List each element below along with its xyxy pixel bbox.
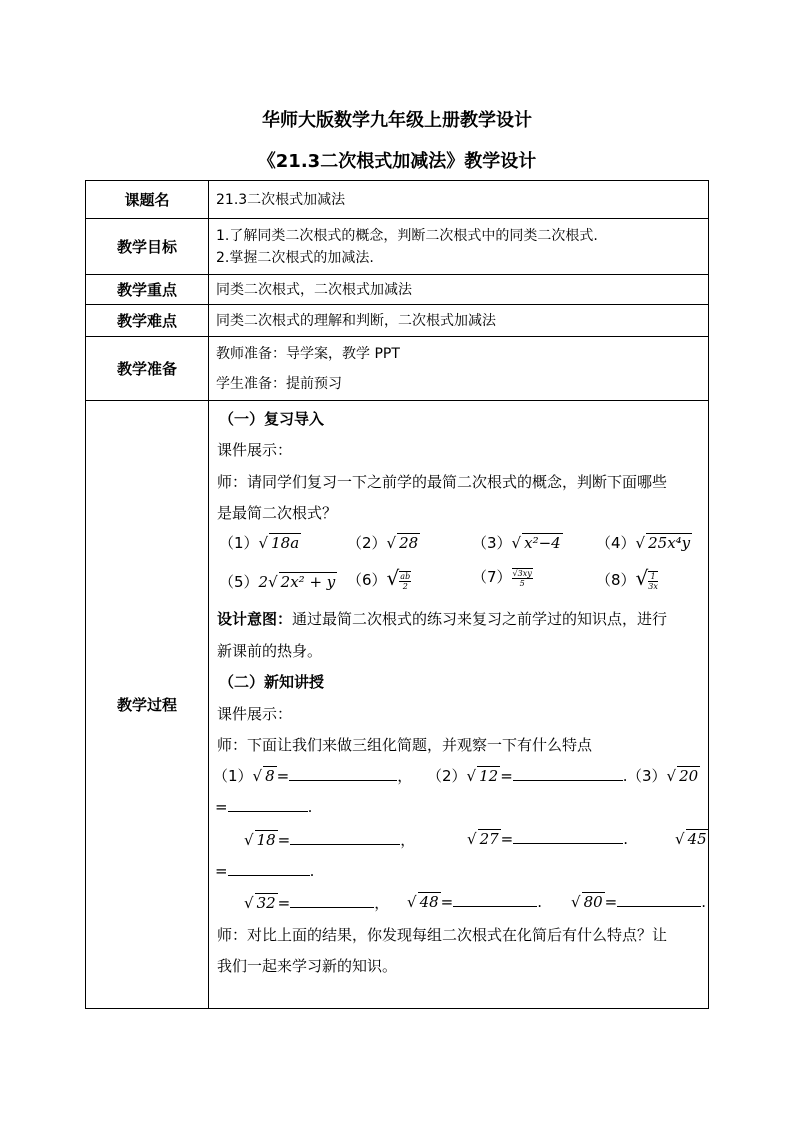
row-content-process — [209, 401, 709, 1009]
radical-item: （3）√ x²−4 — [472, 534, 561, 552]
radical-item: （6）√ $\frac{ab}{2}$ — [347, 566, 411, 591]
radical-item: （1）√ 18a — [219, 534, 300, 552]
teacher-prompt: 师：下面让我们来做三组化简题，并观察一下有什么特点 — [217, 736, 593, 754]
radical-item: （4）√ 25x⁴y — [596, 534, 691, 552]
table-row — [86, 401, 709, 1009]
exercise-item: = . — [215, 798, 313, 816]
row-label-goals: 教学目标 — [86, 219, 209, 275]
answer-blank[interactable] — [290, 830, 400, 845]
answer-blank[interactable] — [228, 861, 310, 876]
row-label-key-points: 教学重点 — [86, 275, 209, 305]
row-content-preparation — [209, 337, 709, 401]
teacher-prompt: 是最简二次根式？ — [217, 504, 338, 522]
answer-blank[interactable] — [289, 766, 397, 781]
courseware-label: 课件展示： — [217, 441, 293, 459]
row-label-process: 教学过程 — [86, 401, 209, 1009]
goal-line: 1.了解同类二次根式的概念，判断二次根式中的同类二次根式. — [216, 227, 598, 244]
answer-blank[interactable] — [453, 892, 537, 907]
prep-line: 学生准备：提前预习 — [216, 375, 342, 392]
section-heading: （一）复习导入 — [219, 410, 325, 428]
document-title: 华师大版数学九年级上册教学设计 — [262, 110, 532, 131]
goal-line: 2.掌握二次根式的加减法. — [216, 249, 374, 266]
teacher-prompt: 我们一起来学习新的知识。 — [217, 957, 398, 975]
table-row — [86, 181, 709, 219]
row-label-difficulties: 教学难点 — [86, 305, 209, 337]
row-content-goals — [209, 219, 709, 275]
answer-blank[interactable] — [228, 797, 308, 812]
radical-item: （7） $\frac{√3xy}{5}$ — [472, 568, 532, 588]
exercise-item: √ 27 = . — [467, 830, 629, 848]
row-label-preparation: 教学准备 — [86, 337, 209, 401]
section-heading: （二）新知讲授 — [219, 673, 325, 691]
exercise-item: （3）√ 20 — [627, 767, 699, 785]
teacher-prompt: 师：对比上面的结果，你发现每组二次根式在化简后有什么特点？让 — [217, 926, 668, 944]
design-intent: 新课前的热身。 — [217, 642, 323, 660]
exercise-item: （2）√ 12 = . — [427, 767, 628, 785]
answer-blank[interactable] — [513, 766, 623, 781]
exercise-item: （1）√ 8 = ， — [213, 767, 413, 785]
courseware-label: 课件展示： — [217, 705, 293, 723]
row-content-topic: 21.3二次根式加减法 — [209, 181, 709, 219]
radical-item: （8）√ $\frac{1}{3x}$ — [596, 566, 658, 591]
document-subtitle: 《21.3二次根式加减法》教学设计 — [257, 151, 537, 172]
exercise-item: √ 18 = ， — [244, 831, 416, 849]
row-content-key-points: 同类二次根式，二次根式加减法 — [209, 275, 709, 305]
answer-blank[interactable] — [617, 892, 701, 907]
row-label-topic: 课题名 — [86, 181, 209, 219]
table-row — [86, 337, 709, 401]
table-row — [86, 219, 709, 275]
answer-blank[interactable] — [513, 829, 623, 844]
radical-item: （2）√ 28 — [347, 534, 419, 552]
exercise-item: √ 80 = . — [571, 893, 707, 911]
teacher-prompt: 师：请同学们复习一下之前学的最简二次根式的概念，判断下面哪些 — [217, 473, 668, 491]
row-content-difficulties: 同类二次根式的理解和判断，二次根式加减法 — [209, 305, 709, 337]
table-row — [86, 305, 709, 337]
lesson-plan-table — [85, 180, 709, 1009]
exercise-item: √ 48 = . — [407, 893, 543, 911]
exercise-item: = . — [215, 862, 315, 880]
exercise-item: √ 45 — [675, 830, 707, 848]
prep-line: 教师准备：导学案，教学 PPT — [216, 345, 400, 362]
table-row — [86, 275, 709, 305]
exercise-item: √ 32 = ， — [244, 894, 390, 912]
answer-blank[interactable] — [290, 893, 374, 908]
design-intent: 设计意图：通过最简二次根式的练习来复习之前学过的知识点，进行 — [217, 610, 668, 628]
radical-item: （5）2√ 2x² + y — [219, 573, 336, 591]
